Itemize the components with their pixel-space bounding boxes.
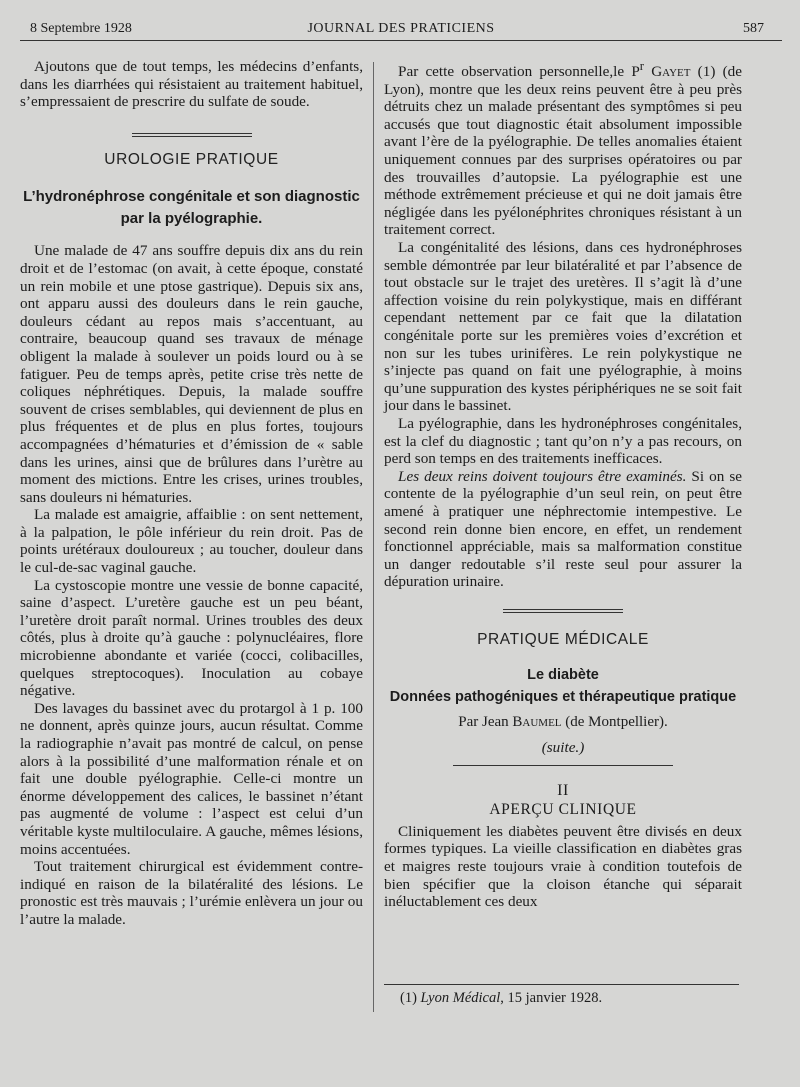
section-rule-2 [503,609,623,613]
paragraph-gayet: Par cette observation personnelle,le $P^r$ Gayet (1) (de Lyon), montre que les deux reins peuvent être à peu près détruits chez un malade présentant des symptômes si peu accusés que tout diagnostic était absolument impossible avant l’ère de la pyélographie. De telles anomalies étaient uniquement connues par des surprises opératoires ou par des trouvailles d’autopsie. La pyélographie est une méthode extrêmement précieuse et qui ne doit jamais être négligée dans les pyélonéphrites chroniques résistant à un traitement correct. [384,59,742,239]
right-column [384,58,742,911]
chapter-title: APERÇU CLINIQUE [489,801,637,819]
paragraph-cystoscopie: La cystoscopie montre une vessie de bonne capacité, saine d’aspect. L’uretère gauche est un peu béant, l’uretère droit paraît normal. Urines troubles des deux côtés, plus à droite qu’à gauche : polynucléaires, flore microbienne abondante et variée (cocci, colibacilles, quelques streptocoques). Inoculation au cobaye négative. [20,576,363,700]
paragraph-exam: La malade est amaigrie, affaiblie : on sent nettement, à la palpation, le pôle inférieur du rein droit. Pas de points urétéraux douloureux ; au toucher, douleur dans le cul-de-sac vaginal gauche. [20,506,363,577]
footnote-ref: (1) [690,63,716,81]
intro-paragraph: Ajoutons que de tout temps, les médecins d’enfants, dans les diarrhées qui résistaient au traitement habituel, s’empressaient de prescrire du sulfate de soude. [20,58,363,111]
article-title-diabete: Le diabète [527,667,599,684]
paragraph-deux-reins: Les deux reins doivent toujours être examinés. Si on se contente de la pyélographie d’un seul rein, on peut être amené à pratiquer une néphrectomie intempestive. Le second rein donne bien encore, en effet, un rendement fonctionnel appréciable, mais sa malformation constitue un danger redoutable s’il reste seul pour assurer la dépuration urinaire. [384,467,742,591]
paragraph-pyelographie: Des lavages du bassinet avec du protargol à 1 p. 100 ne donnent, après quinze jours, aucun résultat. Comme la radiographie n’avait pas montré de calcul, on pense alors à la possibilité d’une malformation rénale et on fait une double pyélographie. Celle-ci montre un énorme développement des calices, le bassinet n’étant pas augmenté de volume : l’aspect est celui d’un véritable kyste multiloculaire. A gauche, mêmes lésions, moins accentuées. [20,699,363,858]
article-author: Par Jean Baumel (de Montpellier). [458,714,668,731]
footnote-source: Lyon Médical [420,990,501,1006]
chapter-number: II [557,781,569,799]
emphasis-deux-reins: Les deux reins doivent toujours être examinés. [398,467,687,485]
article-subtitle-diabete: Données pathogéniques et thérapeutique pratique [389,689,737,706]
paragraph-pronostic: Tout traitement chirurgical est évidemment contre-indiqué en raison de la bilatéralité des lésions. Le pronostic est très mauvais ; l’urémie enlèvera un jour ou l’autre la malade. [20,858,363,928]
article-title-hydronephrose [20,186,363,230]
footnote: (1) Lyon Médical, 15 janvier 1928. [400,990,603,1006]
article-title-line-1: L’hydronéphrose congénitale et son diagnostic [23,188,360,206]
article-title-line-2: par la pyélographie. [120,210,263,228]
header-page-number: 587 [743,21,764,36]
paragraph-congenitalite: La congénitalité des lésions, dans ces hydronéphroses semble démontrée par leur bilatéralité et par l’absence de tout obstacle sur le trajet des uretères. Il s’agit là d’une affection voisine du rein polykystique, mais en différant cependant nettement par ce fait que la dilatation congénitale porte sur les premières voies d’excrétion et non sur les tubes urinifères. Le rein polykystique ne s’injecte pas quand on fait une pyélographie, à moins qu’une suppuration des kystes périphériques ne se soit fait jour dans le bassinet. [384,239,742,415]
left-column [20,58,363,929]
header-rule [20,40,782,41]
page-header [20,20,782,42]
section-title-pratique-medicale: PRATIQUE MÉDICALE [477,630,649,648]
section-rule [132,133,252,137]
footnote-rule [384,984,739,985]
paragraph-clinique: Cliniquement les diabètes peuvent être divisés en deux formes typiques. La vieille classification en diabètes gras et maigres reste toujours vraie à condition toutefois de bien spécifier que la cloison étanche qui séparait inéluctablement ces deux [384,822,742,911]
column-divider [373,62,374,1012]
paragraph-case: Une malade de 47 ans souffre depuis dix ans du rein droit et de l’estomac (on avait, à cette époque, constaté un rein mobile et une ptose gastrique). Depuis six ans, ont apparu aussi des douleurs dans le rein gauche, douleurs cédant au repos mais s’accentuant, au contraire, beaucoup quand ses travaux de ménage obligent la malade à soulever un poids lourd ou à se fatiguer. Peu de temps après, petite crise très nette de coliques néphrétiques. Depuis, la malade souffre souvent de crises semblables, qui deviennent de plus en plus fréquentes et de plus en plus fortes, toujours accompagnées d’hématuries et d’émission de « sable dans les urines, ainsi que de brûlures dans l’urètre au moment des mictions. Entre les crises, urines troubles, sans douleurs ni hématuries. [20,242,363,506]
author-gayet: Gayet [651,63,691,81]
section-title-urologie: UROLOGIE PRATIQUE [104,150,279,168]
header-date: 8 Septembre 1928 [30,21,132,36]
header-journal-title: JOURNAL DES PRATICIENS [307,21,495,36]
suite-label: (suite.) [541,739,585,757]
paragraph-clef-diagnostic: La pyélographie, dans les hydronéphroses congénitales, est la clef du diagnostic ; tant qu’on n’y a pas recours, on perd son temps en des traitements inefficaces. [384,414,742,468]
short-rule [453,765,673,766]
